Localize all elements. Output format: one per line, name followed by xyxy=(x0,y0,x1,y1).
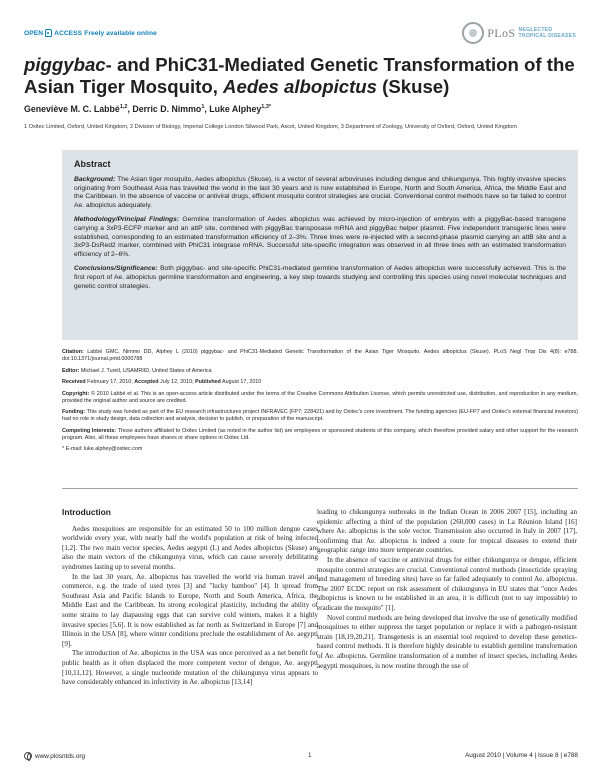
title-part-2: - and PhiC31-Mediated Genetic Transformation of the Asian Tiger Mosquito, xyxy=(24,54,575,97)
open-access-label: OPEN xyxy=(24,29,44,37)
methodology-label: Methodology/Principal Findings: xyxy=(74,216,180,224)
accepted-label: Accepted xyxy=(134,379,159,385)
abstract-conclusions xyxy=(74,265,566,291)
author-list: Geneviève M. C. Labbé$^{1,2}$, Derric D. Nimmo$^1$, Luke Alphey$^{1,3*}$ xyxy=(24,104,272,114)
intro-paragraph-1: Aedes mosquitoes are responsible for an estimated 50 to 100 million dengue cases worldwide every year, with nearly half the world's population at risk of being infected [1,2]. The two main vector species, Aedes aegypti (L) and Aedes albopictus (Skuse) are also the main vectors of the chikungunya virus, which can cause severely debilitating syndromes lasting up to several months. xyxy=(62,524,318,571)
citation-label: Citation: xyxy=(62,349,84,355)
intro-paragraph-3: The introduction of Ae. albopictus in the USA was once perceived as a net benefit for public health as it often displaced the more competent vector of dengue, Ae. aegypti [10,11,12]. However, a single nucleotide mutation of the chikungunya virus appears to have considerably enhanced its infectivity in Ae. albopictus [13,14] xyxy=(62,649,318,687)
article-title xyxy=(24,54,584,98)
journal-url[interactable] xyxy=(24,752,85,760)
dates xyxy=(62,379,578,386)
journal-name xyxy=(519,27,577,39)
journal-name-line1: NEGLECTED xyxy=(518,27,553,33)
plos-wordmark: PLoS xyxy=(487,25,516,40)
author-3: Luke Alphey xyxy=(209,104,262,114)
abstract-background xyxy=(74,176,566,210)
author-2: Derric D. Nimmo xyxy=(132,104,202,114)
freely-available-label: Freely available online xyxy=(84,29,157,37)
title-part-italic-3: Aedes albopictus xyxy=(223,76,377,97)
author-2-affil: 1 xyxy=(201,104,205,111)
methodology-text: Germline transformation of Aedes albopictus was achieved by micro-injection of embryos with a piggyBac-based transgene carrying a 3xP3-ECFP marker and an attP site, combined with piggyBac transposase mRNA and piggyBac helper plasmid. Five independent transgenic lines were established, corresponding to an estimated transformation efficiency of 2–3%. Three lines were re-injected with a second-phase plasmid carrying an attB site and a 3xP3-DsRed2 marker, combined with PhiC31 integrase mRNA. Successful site-specific integration was observed in all three lines with an estimated transformation efficiency of 2–6%. xyxy=(74,216,566,258)
globe-icon xyxy=(24,752,32,760)
introduction-heading: Introduction xyxy=(62,507,111,517)
open-lock-icon xyxy=(45,29,52,37)
intro-paragraph-5: In the absence of vaccine or antiviral drugs for either chikungunya or dengue, efficient mosquito control strategies are crucial. Conventional control methods (insecticide spraying and management of breeding sites) have so far failed adequately to control Ae. albopictus. The 2007 ECDC report on risk assessment of chikungunya in EU states that "once Aedes albopictus is known to be established in an area, it is difficult (not to say impossible) to eradicate the mosquito" [1]. xyxy=(317,555,577,612)
open-access-banner xyxy=(24,29,157,37)
background-text: The Asian tiger mosquito, Aedes albopictus (Skuse), is a vector of several arboviruses including dengue and chikungunya. This highly invasive species originating from Southeast Asia has travelled the world in the last 30 years and is now established in Europe, North and South America, Africa, the Middle East and the Caribbean. In the absence of vaccine or antiviral drugs, efficient mosquito control strategies are crucial. Conventional control methods have so far failed to control Ae. albopictus adequately. xyxy=(74,176,566,209)
page-footer xyxy=(24,752,578,764)
title-part-italic-1: piggybac xyxy=(24,54,106,75)
abstract-methodology xyxy=(74,216,566,259)
abstract-heading: Abstract xyxy=(74,159,111,169)
funding-label: Funding: xyxy=(62,409,86,415)
received-date: February 17, 2010; xyxy=(85,379,135,385)
author-1: Geneviève M. C. Labbé xyxy=(24,104,120,114)
plos-circle-icon xyxy=(462,22,484,44)
intro-paragraph-6: Novel control methods are being developed that involve the use of genetically modified mosquitoes to either suppress the target population or replace it with a pathogen-resistant strain [18,19,20,21]. Transgenesis is an essential tool required to develop these genetics-based control methods. It is therefore highly desirable to establish germline transformation of Ae. albopictus. Germline transformation of a number of insect species, including Aedes aegypti mosquitoes, is now routine through the use of xyxy=(317,613,577,670)
affiliations: 1 Oxitec Limited, Oxford, United Kingdom, 2 Division of Biology, Imperial College London Silwood Park, Ascot, United Kingdom, 3 Department of Zoology, University of Oxford, Oxford, United Kingdom xyxy=(24,124,517,130)
competing-interests xyxy=(62,428,578,442)
citation xyxy=(62,349,578,363)
editor xyxy=(62,368,578,375)
editor-text: Michael J. Turell, USAMRIID, United States of America xyxy=(79,367,212,374)
issue-info: August 2010 | Volume 4 | Issue 8 | e788 xyxy=(465,752,578,759)
page-number: 1 xyxy=(308,752,312,759)
plos-logo xyxy=(462,22,576,44)
funding-text: This study was funded as part of the EU research infrastructures project INFRAVEC (FP7; 228421) and by Oxitec's core investment. The funding agencies (EU-FP7 and Oxitec's external financial investors) had no role in study design, data collection and analysis, decision to publish, or preparation of the manuscript. xyxy=(62,409,578,422)
intro-paragraph-2: In the last 30 years, Ae. albopictus has travelled the world via human travel and commerce, e.g. the trade of used tyres [3] and "lucky bamboo" [4]. It spread from Southeast Asia and Pacific Islands to Europe, North and South America, Africa, the Middle East and the Caribbean. Its strong ecological plasticity, including the ability of some strains to lay diapausing eggs that can survive cold winters, makes it a highly invasive species [5,6]. It is now established as far north as Switzerland in Europe [7] and Illinois in the USA [8], where winter conditions preclude the establishment of Ae. aegypti [9]. xyxy=(62,572,318,648)
copyright-label: Copyright: xyxy=(62,390,90,397)
journal-header xyxy=(24,22,576,48)
access-label: ACCESS xyxy=(54,29,83,37)
received-label: Received xyxy=(62,379,86,385)
background-label: Background: xyxy=(74,176,116,183)
conclusions-text: Both piggybac- and site-specific PhiC31-mediated germline transformation of Aedes albopictus were successfully achieved. This is the first report of Ae. albopictus germline transformation and engineering, a key step towards studying and controlling this species using novel molecular techniques and genetic control strategies. xyxy=(74,265,566,290)
journal-name-line2: TROPICAL DISEASES xyxy=(518,33,576,39)
published-date: August 17, 2010 xyxy=(220,379,262,385)
article-metadata xyxy=(62,349,578,458)
section-divider xyxy=(62,488,578,489)
author-1-affil: 1,2 xyxy=(119,104,128,111)
funding xyxy=(62,409,578,423)
title-part-4: (Skuse) xyxy=(377,76,450,97)
conclusions-label: Conclusions/Significance: xyxy=(74,265,158,273)
author-3-affil: 1,3* xyxy=(261,104,272,111)
email-link[interactable]: * E-mail: luke.alphey@oxitec.com xyxy=(62,446,143,452)
abstract-box xyxy=(62,150,578,340)
body-column-left xyxy=(62,508,318,688)
accepted-date: July 12, 2010; xyxy=(158,379,196,385)
editor-label: Editor: xyxy=(62,367,80,374)
body-column-right xyxy=(317,508,577,671)
copyright-text: © 2010 Labbé et al. This is an open-access article distributed under the terms of the Creative Commons Attribution License, which permits unrestricted use, distribution, and reproduction in any medium, provided the original author and source are credited. xyxy=(62,390,578,404)
competing-label: Competing Interests: xyxy=(62,427,117,434)
copyright xyxy=(62,391,578,405)
published-label: Published xyxy=(195,379,221,385)
journal-url-text[interactable]: www.plosntds.org xyxy=(35,752,86,760)
intro-paragraph-4: leading to chikungunya outbreaks in the Indian Ocean in 2006 2007 [15], including an epidemic affecting a third of the population (260,000 cases) in La Réunion Island [16] where Ae. albopictus is the sole vector. Transmission also occurred in Italy in 2007 [17], confirming that Ae. albopictus is indeed a route for tropical diseases to extend their geographic range into more temperate countries. xyxy=(317,508,577,555)
citation-text: Labbé GMC, Nimmo DD, Alphey L (2010) piggybac- and PhiC31-Mediated Genetic Transformation of the Asian Tiger Mosquito, Aedes albopictus (Skuse). PLoS Negl Trop Dis 4(8): e788. doi:10.1371/journal.pntd.0000788 xyxy=(62,349,578,362)
competing-text: Those authors affiliated to Oxitec Limited (as noted in the author list) are employees or sponsored students of this company, which therefore provided salary and other support for the research program. Also, all these employees have shares or share options in Oxitec Ltd. xyxy=(62,427,578,441)
